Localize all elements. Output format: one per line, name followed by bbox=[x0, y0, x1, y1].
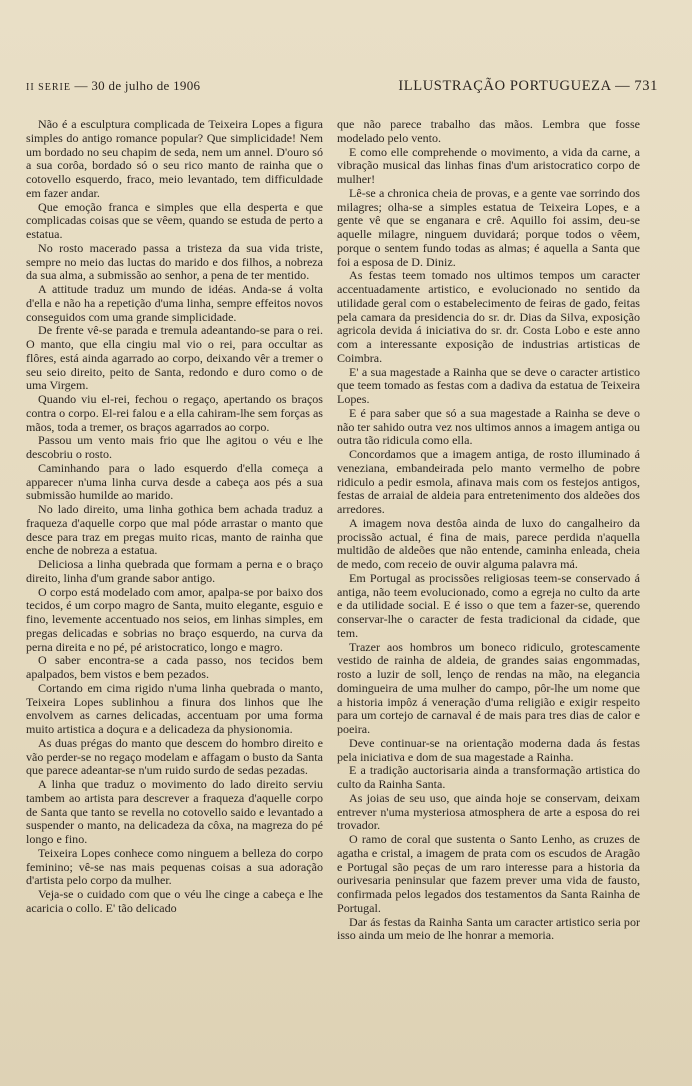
paragraph: Não é a esculptura complicada de Teixeira Lopes a figura simples do antigo romance popular? Que simplicidade! Nem um bordado no seu chapim de seda, nem um annel. D'ouro só a sua corôa, bordado só o seu rico manto de rainha que o cotovello esquerdo, fraco, meio levantado, tem difficuldade em fazer andar. bbox=[26, 117, 323, 200]
paragraph: Veja-se o cuidado com que o véu lhe cinge a cabeça e lhe acaricia o collo. E' tão delicado bbox=[26, 887, 323, 915]
header-issue bbox=[26, 78, 200, 94]
paragraph: Lê-se a chronica cheia de provas, e a gente vae sorrindo dos milagres; olha-se a simples estatua de Teixeira Lopes, e a gente vê que se enganara e crê. Aquillo foi assim, deu-se aquelle milagre, ninguem duvidará; porque todos o vêem, porque o sentem fundo todas as almas; é aquella a Santa que foi a esposa de D. Diniz. bbox=[337, 185, 640, 269]
paragraph: E como elle comprehende o movimento, a vida da carne, a vibração musical das linhas finas d'um aristocratico corpo de mulher! bbox=[337, 144, 640, 186]
page-header bbox=[26, 78, 658, 98]
paragraph: No rosto macerado passa a tristeza da sua vida triste, sempre no meio das luctas do marido e dos filhos, a nobreza da sua alma, a submissão ao senhor, a pena de ter mentido. bbox=[26, 240, 323, 283]
paragraph: As duas prégas do manto que descem do hombro direito e vão perder-se no regaço modelam e affagam o busto da Santa que parece adeantar-se n'um ruido surdo de sedas pezadas. bbox=[26, 735, 323, 778]
paragraph: Dar ás festas da Rainha Santa um caracter artistico seria por isso ainda um meio de lhe honrar a memoria. bbox=[337, 914, 640, 943]
paragraph: Em Portugal as procissões religiosas teem-se conservado á antiga, não teem evolucionado, como a egreja no culto da arte e da utilidade social. E é isso o que tem a fazer-se, querendo conservar-lhe o caracter de festa tradicional da cidade, que tem. bbox=[337, 570, 640, 640]
magazine-title-page-number: ILLUSTRAÇÃO PORTUGUEZA — 731 bbox=[398, 78, 658, 94]
paragraph: Passou um vento mais frio que lhe agitou o véu e lhe descobriu o rosto. bbox=[26, 433, 323, 461]
paragraph: Que emoção franca e simples que ella desperta e que complicadas coisas que se vêem, quando se estuda de perto a estatua. bbox=[26, 199, 323, 241]
paragraph: As festas teem tomado nos ultimos tempos um caracter accentuadamente artistico, e evolucionado no sentido da utilidade geral com o estabelecimento de feiras de gado, feitas pela camara da presidencia do sr. dr. Dias da Silva, exposição agricola devida á iniciativa do sr. dr. Costa Lobo e este anno com a interessante exposição de industrias artisticas de Coimbra. bbox=[337, 268, 640, 365]
paragraph: Teixeira Lopes conhece como ninguem a belleza do corpo feminino; vê-se nas mais pequenas coisas a sua adoração d'artista pelo corpo da mulher. bbox=[26, 845, 323, 888]
paragraph: A attitude traduz um mundo de idéas. Anda-se á volta d'ella e não ha a repetição d'uma linha, sempre effeitos novos conseguidos com uma grande simplicidade. bbox=[26, 282, 323, 324]
paragraph: Concordamos que a imagem antiga, de rosto illuminado á veneziana, embandeirada pelo manto vermelho de pobre ridiculo a pedir esmola, afinava mais com os festejos antigos, festas de arraial de aldeia para entretenimento dos aldeões dos arredores. bbox=[337, 447, 640, 516]
paragraph: E é para saber que só a sua magestade a Rainha se deve o não ter sahido outra vez nos ultimos annos a imagem antiga ou outra tão ridicula como ella. bbox=[337, 405, 640, 448]
paragraph: E a tradição auctorisaria ainda a transformação artistica do culto da Rainha Santa. bbox=[337, 763, 640, 791]
paragraph: Trazer aos hombros um boneco ridiculo, grotescamente vestido de rainha de aldeia, de grandes saias engommadas, rosto a luzir de soll, lenço de rendas na mão, na elegancia domingueira de uma mulher do campo, pôr-lhe um nome que a historia impôz á veneração d'uma religião e exigir respeito para um cortejo de carnaval é de mais para tres dias de calor e poeira. bbox=[337, 639, 640, 736]
paragraph: Cortando em cima rigido n'uma linha quebrada o manto, Teixeira Lopes sublinhou a finura dos linhos que lhe envolvem as carnes delicadas, accentuam por uma forma muito artistica a doçura e a delicadeza da physionomia. bbox=[26, 680, 323, 736]
paragraph: De frente vê-se parada e tremula adeantando-se para o rei. O manto, que ella cingiu mal vio o rei, para occultar as flôres, está ainda agarrado ao corpo, deixando vêr a tremer o seu seio direito, peito de Santa, redondo e duro como o de uma Virgem. bbox=[26, 323, 323, 393]
paragraph: Caminhando para o lado esquerdo d'ella começa a apparecer n'uma linha curva desde a cabeça aos pés a sua submissão humilde ao marido. bbox=[26, 460, 323, 503]
left-column bbox=[26, 118, 323, 916]
paragraph: Deliciosa a linha quebrada que formam a perna e o braço direito, linha d'um grande sabor antigo. bbox=[26, 557, 323, 585]
paragraph: que não parece trabalho das mãos. Lembra que fosse modelado pelo vento. bbox=[337, 117, 640, 145]
paragraph: A imagem nova destôa ainda de luxo do cangalheiro da procissão actual, é fina de mais, parece perdida n'aquella multidão de aldeões que não entende, caminha enleada, cheia de medo, com receio de ouvir alguma palavra má. bbox=[337, 515, 640, 571]
paragraph: O saber encontra-se a cada passo, nos tecidos bem apalpados, bem vistos e bem pezados. bbox=[26, 653, 323, 681]
paragraph: As joias de seu uso, que ainda hoje se conservam, deixam entrever n'uma mysteriosa atmosphera de arte a esposa do rei trovador. bbox=[337, 790, 640, 833]
series-label: II SERIE bbox=[26, 82, 71, 93]
paragraph: Quando viu el-rei, fechou o regaço, apertando os braços contra o corpo. El-rei falou e a ella cahiram-lhe sem forças as mãos, toda a tremer, os braços agarrados ao corpo. bbox=[26, 392, 323, 434]
paragraph: O ramo de coral que sustenta o Santo Lenho, as cruzes de agatha e cristal, a imagem de prata com os escudos de Aragão e Portugal são peças de um raro interesse para a historia da ourivesaria peninsular que fazem prever uma vida de fausto, confirmada pelos legados dos testamentos da Santa Rainha de Portugal. bbox=[337, 832, 640, 915]
right-column bbox=[337, 118, 640, 943]
paragraph: Deve continuar-se na orientação moderna dada ás festas pela iniciativa e dom de sua magestade a Rainha. bbox=[337, 735, 640, 764]
issue-date: — 30 de julho de 1906 bbox=[74, 78, 201, 93]
paragraph: No lado direito, uma linha gothica bem achada traduz a fraqueza d'aquelle corpo que mal póde arrastar o manto que desce para traz em pregas muito ricas, manto de rainha que enche de nobreza a estatua. bbox=[26, 502, 323, 558]
paragraph: A linha que traduz o movimento do lado direito serviu tambem ao artista para descrever a fraqueza d'aquelle corpo de Santa que tanto se revella no cotovello saido e levantado a suspender o manto, na delicadeza da côxa, na magreza do pé longo e fino. bbox=[26, 777, 323, 846]
paragraph: O corpo está modelado com amor, apalpa-se por baixo dos tecidos, é um corpo magro de Santa, muito elegante, esguio e fino, levemente accentuado nos seios, em linhas simples, em pregas delicadas e sobrias no braço esquerdo, na curva da perna direita e no pé, pé aristocratico, longo e magro. bbox=[26, 584, 323, 654]
paragraph: E' a sua magestade a Rainha que se deve o caracter artistico que teem tomado as festas com a dadiva da estatua de Teixeira Lopes. bbox=[337, 364, 640, 406]
